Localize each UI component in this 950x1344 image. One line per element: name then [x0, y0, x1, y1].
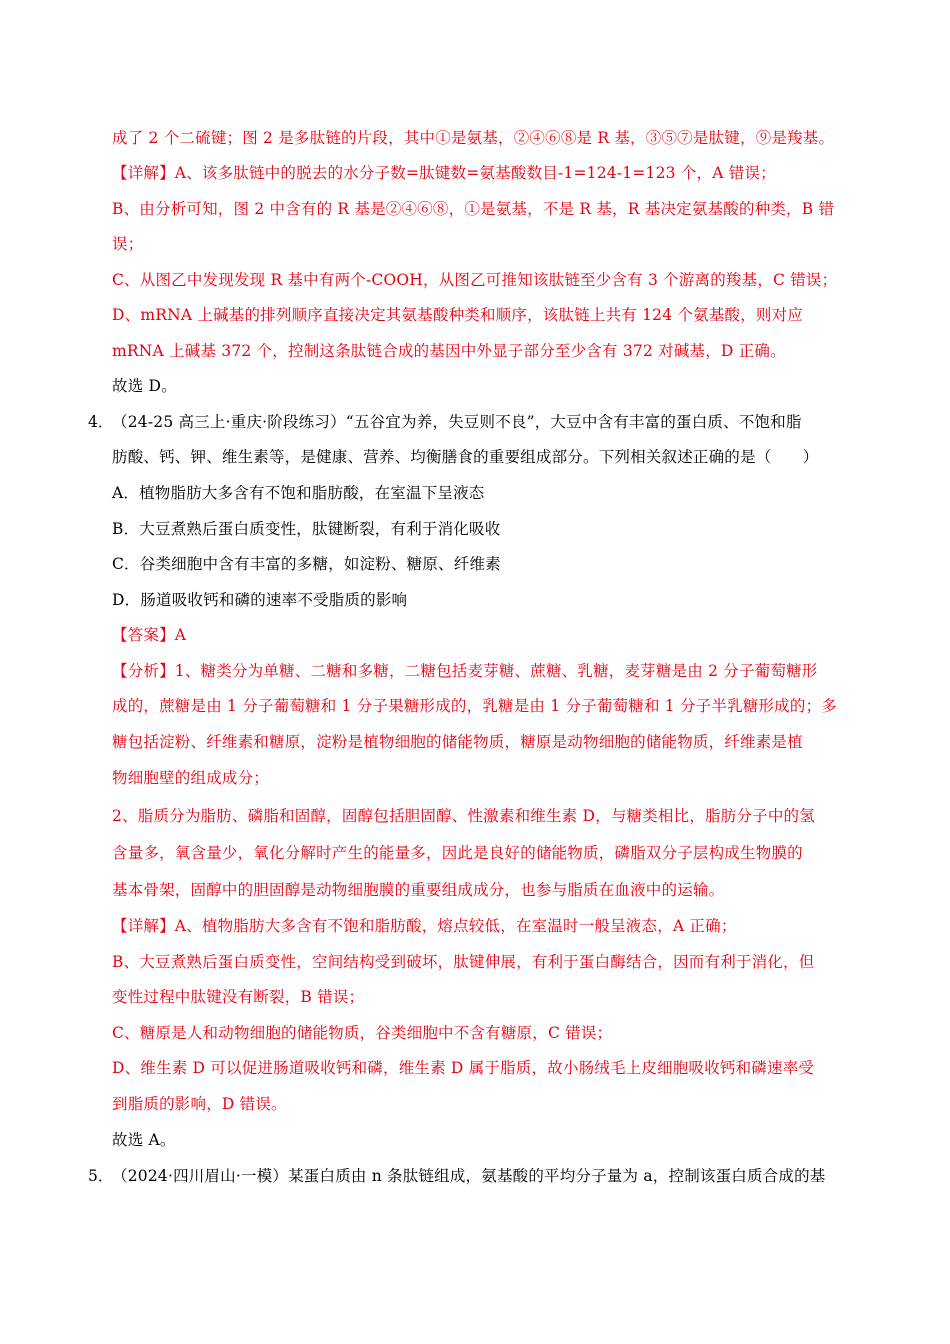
prev-detail-line: B、由分析可知，图 2 中含有的 R 基是②④⑥⑧，①是氨基，不是 R 基，R 基决定氨基酸的种类，B 错 [112, 200, 835, 218]
analysis-line: 【分析】1、糖类分为单糖、二糖和多糖，二糖包括麦芽糖、蔗糖、乳糖，麦芽糖是由 2 分子葡萄糖形 [112, 662, 818, 680]
option-d: D．肠道吸收钙和磷的速率不受脂质的影响 [112, 591, 408, 609]
conclusion: 故选 A。 [112, 1131, 176, 1149]
analysis-line: 成的，蔗糖是由 1 分子葡萄糖和 1 分子果糖形成的，乳糖是由 1 分子葡萄糖和 1 分子半乳糖形成的；多 [112, 697, 837, 715]
detail-line: D、维生素 D 可以促进肠道吸收钙和磷，维生素 D 属于脂质，故小肠绒毛上皮细胞吸收钙和磷速率受 [112, 1059, 815, 1077]
question-number: 4． [88, 413, 114, 431]
detail-line: B、大豆煮熟后蛋白质变性，空间结构受到破坏，肽键伸展，有利于蛋白酶结合，因而有利于消化，但 [112, 953, 815, 971]
detail-line: 到脂质的影响，D 错误。 [112, 1095, 287, 1113]
prev-detail-line: C、从图乙中发现发现 R 基中有两个-COOH，从图乙可推知该肽链至少含有 3 个游离的羧基，C 错误； [112, 271, 838, 289]
prev-detail-line: mRNA 上碱基 372 个，控制这条肽链合成的基因中外显子部分至少含有 372 对碱基，D 正确。 [112, 342, 786, 360]
prev-detail-line: 【详解】A、该多肽链中的脱去的水分子数=肽键数=氨基酸数目-1=124-1=123 个，A 错误； [112, 164, 776, 182]
answer: 【答案】A [112, 626, 187, 644]
detail-line: 【详解】A、植物脂肪大多含有不饱和脂肪酸，熔点较低，在室温时一般呈液态，A 正确； [112, 917, 737, 935]
analysis-line: 糖包括淀粉、纤维素和糖原，淀粉是植物细胞的储能物质，糖原是动物细胞的储能物质，纤维素是植 [112, 733, 803, 751]
prev-detail-line: D、mRNA 上碱基的排列顺序直接决定其氨基酸种类和顺序，该肽链上共有 124 个氨基酸，则对应 [112, 306, 804, 324]
analysis-line: 基本骨架，固醇中的胆固醇是动物细胞膜的重要组成成分，也参与脂质在血液中的运输。 [112, 881, 725, 899]
prev-conclusion: 故选 D。 [112, 377, 177, 395]
option-c: C．谷类细胞中含有丰富的多糖，如淀粉、糖原、纤维素 [112, 555, 501, 573]
question-stem: 肪酸、钙、钾、维生素等，是健康、营养、均衡膳食的重要组成部分。下列相关叙述正确的是（ ） [112, 448, 819, 466]
detail-line: C、糖原是人和动物细胞的储能物质，谷类细胞中不含有糖原，C 错误； [112, 1024, 613, 1042]
analysis-line: 2、脂质分为脂肪、磷脂和固醇，固醇包括胆固醇、性激素和维生素 D，与糖类相比，脂肪分子中的氢 [112, 807, 815, 825]
prev-detail-line: 误； [112, 235, 144, 253]
detail-line: 变性过程中肽键没有断裂，B 错误； [112, 988, 365, 1006]
question-stem: （2024·四川眉山·一模）某蛋白质由 n 条肽链组成，氨基酸的平均分子量为 a，控制该蛋白质合成的基 [112, 1167, 826, 1185]
prev-explanation-line: 成了 2 个二硫键；图 2 是多肽链的片段，其中①是氨基，②④⑥⑧是 R 基，③⑤⑦是肽键，⑨是羧基。 [112, 129, 835, 147]
question-number: 5． [88, 1167, 114, 1185]
option-b: B．大豆煮熟后蛋白质变性，肽键断裂，有利于消化吸收 [112, 520, 501, 538]
question-stem: （24-25 高三上·重庆·阶段练习）“五谷宜为养，失豆则不良”，大豆中含有丰富的蛋白质、不饱和脂 [112, 413, 802, 431]
analysis-line: 物细胞壁的组成成分； [112, 769, 270, 787]
option-a: A．植物脂肪大多含有不饱和脂肪酸，在室温下呈液态 [112, 484, 485, 502]
analysis-line: 含量多，氧含量少，氧化分解时产生的能量多，因此是良好的储能物质，磷脂双分子层构成生物膜的 [112, 844, 803, 862]
